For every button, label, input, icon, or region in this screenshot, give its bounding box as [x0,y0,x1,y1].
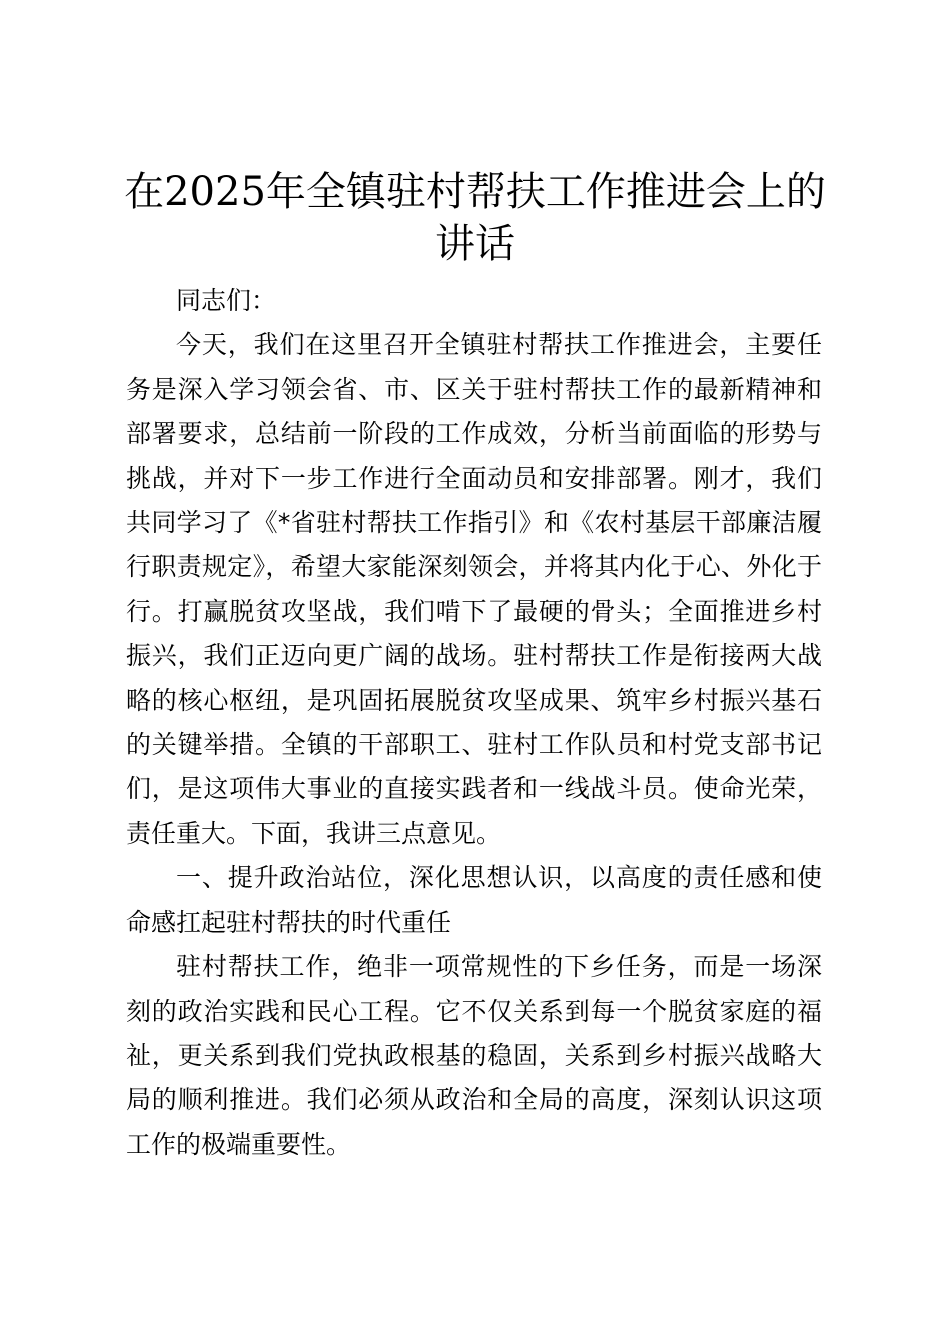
section-heading-1: 一、提升政治站位，深化思想认识，以高度的责任感和使命感扛起驻村帮扶的时代重任 [126,863,822,937]
paragraph-section-1: 驻村帮扶工作，绝非一项常规性的下乡任务，而是一场深刻的政治实践和民心工程。它不仅关系到每一个脱贫家庭的福祉，更关系到我们党执政根基的稳固，关系到乡村振兴战略大局的顺利推进。我们必须从政治和全局的高度，深刻认识这项工作的极端重要性。 [126,952,822,1159]
document-title: 在2025年全镇驻村帮扶工作推进会上的讲话 [124,169,826,267]
paragraph-intro: 今天，我们在这里召开全镇驻村帮扶工作推进会，主要任务是深入学习领会省、市、区关于驻村帮扶工作的最新精神和部署要求，总结前一阶段的工作成效，分析当前面临的形势与挑战，并对下一步工作进行全面动员和安排部署。刚才，我们共同学习了《*省驻村帮扶工作指引》和《农村基层干部廉洁履行职责规定》，希望大家能深刻领会，并将其内化于心、外化于行。打赢脱贫攻坚战，我们啃下了最硬的骨头；全面推进乡村振兴，我们正迈向更广阔的战场。驻村帮扶工作是衔接两大战略的核心枢纽，是巩固拓展脱贫攻坚成果、筑牢乡村振兴基石的关键举措。全镇的干部职工、驻村工作队员和村党支部书记们，是这项伟大事业的直接实践者和一线战斗员。使命光荣，责任重大。下面，我讲三点意见。 [126,330,822,848]
document-body [126,279,822,1167]
salutation: 同志们： [176,286,277,315]
